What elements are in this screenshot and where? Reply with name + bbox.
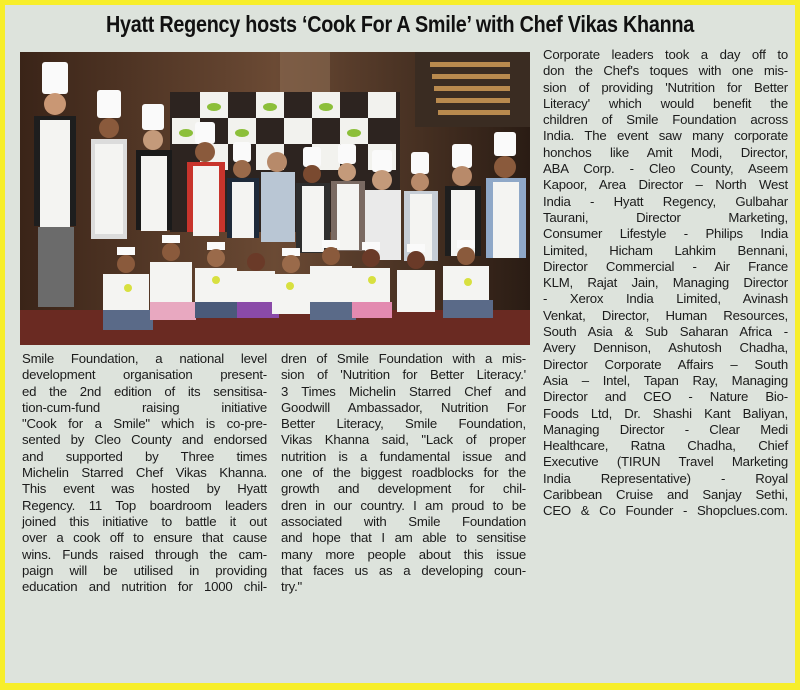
text-line: Literacy' which would benefit the <box>543 95 788 111</box>
text-line: one of the biggest roadblocks for the <box>281 465 526 481</box>
text-line: Managing Director - Clear Medi <box>543 421 788 437</box>
text-line: joined this initiative to battle it out <box>22 513 267 529</box>
text-line: Foods Ltd, Dr. Shashi Kant Baliyan, <box>543 405 788 421</box>
text-line: Regency. 11 Top boardroom leaders <box>22 497 267 513</box>
text-line: Asia – Intel, Tapan Ray, Managing <box>543 372 788 388</box>
text-line: development organisation present- <box>22 367 267 383</box>
text-line: CEO & Co Founder - Shopclues.com. <box>543 503 788 519</box>
article-column-2 <box>281 351 526 595</box>
text-line: Kapoor, Area Director – North West <box>543 177 788 193</box>
text-line: India - Hyatt Regency, Gulbahar <box>543 193 788 209</box>
text-line: tion-cum-fund raising initiative <box>22 399 267 415</box>
text-line: don the Chef's toques with one mis- <box>543 63 788 79</box>
text-line: wins. Funds raised through the cam- <box>22 546 267 562</box>
text-line: associated with Smile Foundation <box>281 513 526 529</box>
text-line: many more people about this issue <box>281 546 526 562</box>
text-line: paign will be utilised in providing <box>22 562 267 578</box>
text-line: honchos like Amit Modi, Director, <box>543 144 788 160</box>
text-line: Consumer Lifestyle - Philips India <box>543 226 788 242</box>
text-line: Corporate leaders took a day off to <box>543 47 788 62</box>
headline: Hyatt Regency hosts ‘Cook For A Smile’ with Chef Vikas Khanna <box>105 11 695 37</box>
text-line: children of Smile Foundation across <box>543 112 788 128</box>
text-line: Avery Dennison, Ashutosh Chadha, <box>543 340 788 356</box>
text-line: Director and CEO - Nature Bio- <box>543 389 788 405</box>
text-line: ed the 2nd edition of its sensitisa- <box>22 383 267 399</box>
article-column-3 <box>543 47 788 520</box>
text-line: dren of Smile Foundation with a mis- <box>281 351 526 366</box>
text-line: Executive (TIRUN Travel Marketing <box>543 454 788 470</box>
group-photo <box>20 52 530 345</box>
text-line: and supported by Three times <box>22 448 267 464</box>
text-line: growth and development for chil- <box>281 481 526 497</box>
text-line: Smile Foundation, a national level <box>22 351 267 366</box>
text-line: sented by Cleo County and endorsed <box>22 432 267 448</box>
text-line: Director Commercial - Air France <box>543 258 788 274</box>
text-line: over a cook off to ensure that cause <box>22 530 267 546</box>
text-line: that faces us as a developing coun- <box>281 562 526 578</box>
photo-illustration <box>20 52 530 345</box>
text-line: India Representative) - Royal <box>543 470 788 486</box>
text-line: Goodwill Ambassador, Nutrition For <box>281 399 526 415</box>
text-line: Healthcare, Ratna Chadha, Chief <box>543 438 788 454</box>
text-line: try." <box>281 579 303 595</box>
text-line: Limited, Hicham Lahkim Bennani, <box>543 242 788 258</box>
text-line: Director Corporate Affairs – South <box>543 356 788 372</box>
text-line: sion of 'Nutrition for Better Literacy.' <box>281 367 526 383</box>
text-line: - Xerox India Limited, Avinash <box>543 291 788 307</box>
text-line: dren in our country. I am proud to be <box>281 497 526 513</box>
text-line: This event was hosted by Hyatt <box>22 481 267 497</box>
text-line: 3 Times Michelin Starred Chef and <box>281 383 526 399</box>
text-line: and hope that I am able to sensitise <box>281 530 526 546</box>
text-line: Better Literacy, Smile Foundation, <box>281 416 526 432</box>
text-line: education and nutrition for 1000 chil- <box>22 579 267 595</box>
text-line: Caribbean Cruise and Sanjay Sethi, <box>543 487 788 503</box>
text-line: ABA Corp. - Cleo County, Aseem <box>543 161 788 177</box>
article-column-1 <box>22 351 267 595</box>
text-line: India. The event saw many corporate <box>543 128 788 144</box>
text-line: "Cook for a Smile" which is co-pre- <box>22 416 267 432</box>
text-line: Taurani, Director Marketing, <box>543 209 788 225</box>
text-line: Venkat, Director, Human Resources, <box>543 307 788 323</box>
text-line: KLM, Rajat Jain, Managing Director <box>543 275 788 291</box>
newspaper-clipping <box>5 5 795 683</box>
text-line: sion of providing 'Nutrition for Better <box>543 79 788 95</box>
text-line: South Asia & Sub Saharan Africa - <box>543 324 788 340</box>
text-line: Michelin Starred Chef Vikas Khanna. <box>22 465 267 481</box>
text-line: nutrition is a fundamental issue and <box>281 448 526 464</box>
text-line: Vikas Khanna said, "Lack of proper <box>281 432 526 448</box>
